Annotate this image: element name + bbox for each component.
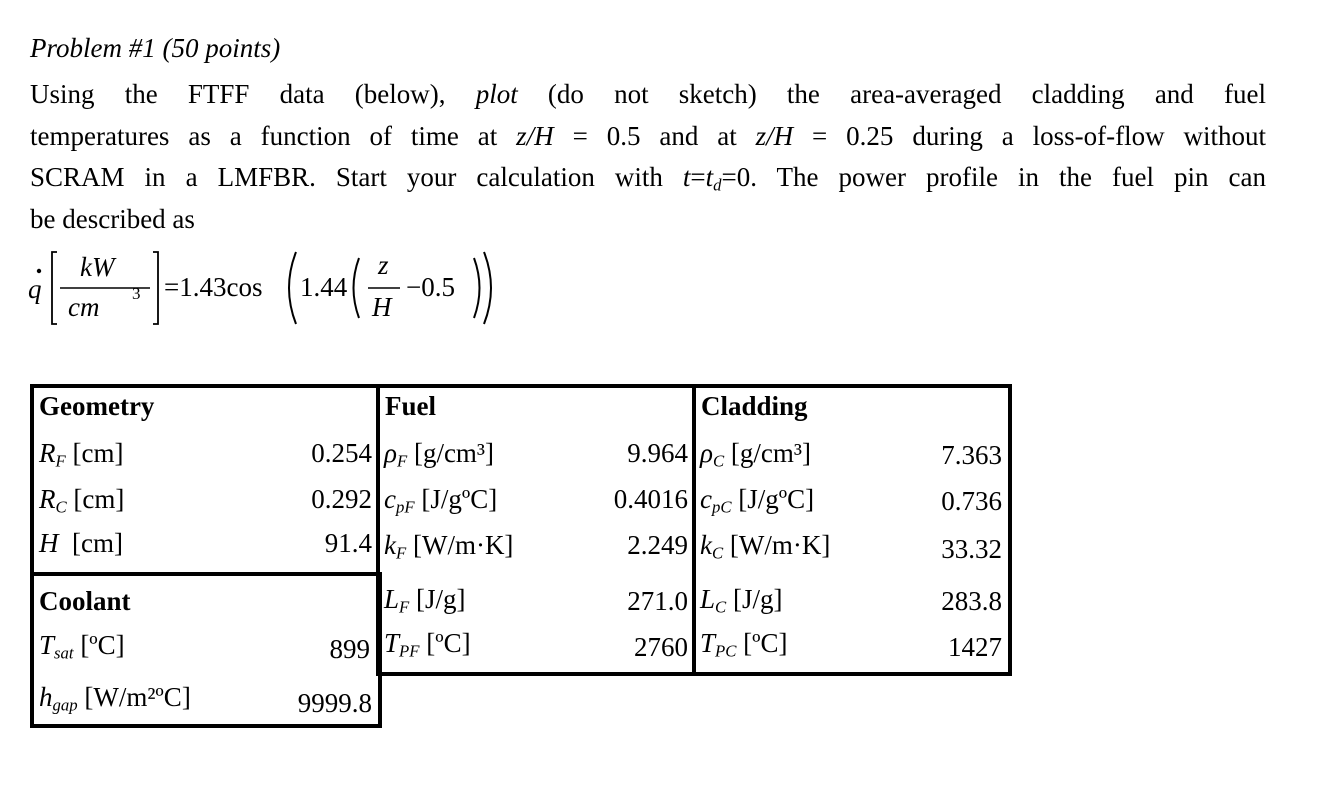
geometry-header: Geometry [39,391,155,421]
cladding-table [692,384,1012,676]
fuel-k-label: $k_F$ [W/m·K] [384,530,514,563]
fuel-k-value: 2.249 [627,530,688,560]
coolant-tsat-label: $T_{sat}$ [ºC] [39,630,125,663]
cladding-tp-label: $T_{PC}$ [ºC] [700,628,788,661]
geometry-rc-label: $R_C$ [cm] [39,484,125,517]
problem-statement [30,74,1266,240]
eq-q: q [28,274,42,304]
statement-line-3: SCRAM in a LMFBR. Start your calculation with $t=t_d=0$. The power profile in the fuel pin can [30,162,1266,195]
fuel-tp-value: 2760 [634,632,688,662]
eq-h: H [372,292,392,322]
geometry-table [30,384,380,576]
coolant-hgap-value: 9999.8 [297,688,372,718]
eq-z: z [378,250,389,280]
fuel-l-label: $L_F$ [J/g] [384,584,466,617]
cladding-tp-value: 1427 [948,632,1002,662]
geometry-rf-label: $R_F$ [cm] [39,438,124,471]
cladding-l-label: $L_C$ [J/g] [700,584,783,617]
geometry-h-value: 91.4 [324,528,372,558]
eq-exp: 3 [132,284,141,303]
coolant-hgap-label: $h_{gap}$ [W/m²ºC] [39,682,191,715]
coolant-tsat-value: 899 [329,634,370,664]
fuel-rho-value: 9.964 [627,438,688,468]
coolant-header: Coolant [39,586,131,616]
fuel-l-value: 271.0 [627,586,688,616]
statement-line-1: Using the FTFF data (below), plot (do not sketch) the area-averaged cladding and fuel [30,79,1266,109]
cladding-cp-label: $c_{pC}$ [J/gºC] [700,484,815,517]
cladding-cp-value: 0.736 [941,486,1002,516]
fuel-cp-label: $c_{pF}$ [J/gºC] [384,484,498,517]
eq-coef: 1.44 [300,272,348,302]
cladding-rho-value: 7.363 [941,440,1002,470]
eq-minus: −0.5 [406,272,455,302]
cladding-l-value: 283.8 [941,586,1002,616]
eq-kw: kW [80,252,115,282]
geometry-h-label: H [cm] [39,528,123,558]
fuel-tp-label: $T_{PF}$ [ºC] [384,628,471,661]
geometry-rf-value: 0.254 [311,438,372,468]
fuel-rho-label: $\rho_F$ [g/cm³] [384,438,495,471]
power-profile-equation [26,244,506,334]
cladding-rho-label: $\rho_C$ [g/cm³] [700,438,811,471]
fuel-cp-value: 0.4016 [613,484,688,514]
geometry-rc-value: 0.292 [311,484,372,514]
statement-line-4: be described as [30,203,195,234]
eq-cm: cm [68,292,100,322]
fuel-table [376,384,696,676]
coolant-table [30,572,382,728]
problem-title: Problem #1 (50 points) [30,33,281,63]
cladding-k-value: 33.32 [941,534,1002,564]
fuel-header: Fuel [385,391,436,421]
cladding-k-label: $k_C$ [W/m·K] [700,530,831,563]
eq-rhs: =1.43cos [164,272,263,302]
statement-line-2: temperatures as a function of time at z/H = 0.5 and at z/H = 0.25 during a loss-of-flow without [30,120,1266,151]
cladding-header: Cladding [701,391,808,421]
